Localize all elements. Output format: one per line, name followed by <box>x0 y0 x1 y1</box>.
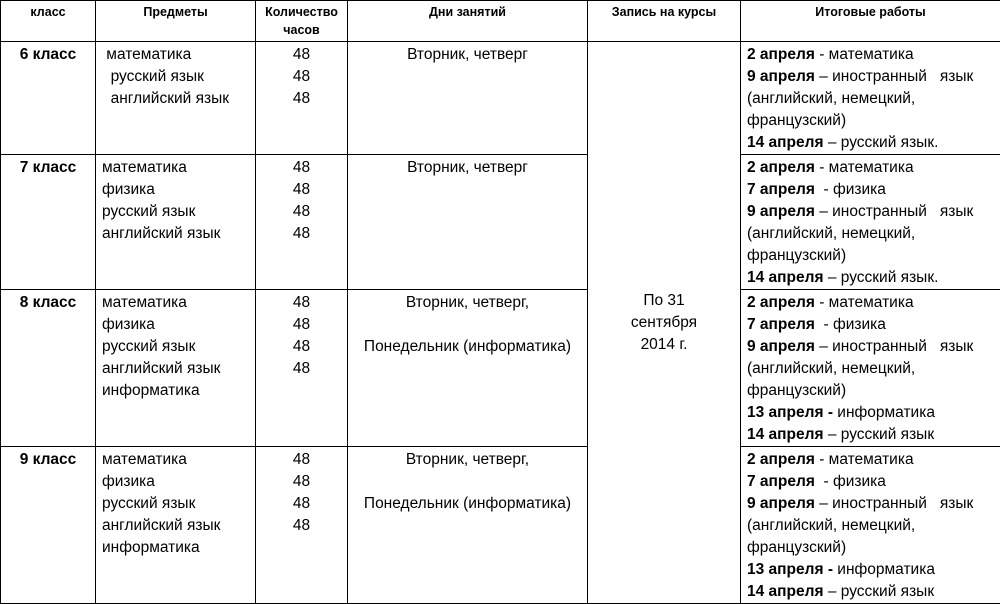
exam-text: - математика <box>815 46 914 63</box>
exam-date: 2 апреля <box>747 294 815 311</box>
exam-line <box>747 314 1000 336</box>
exam-date: 7 апреля <box>747 316 815 333</box>
exam-text: французский) <box>747 382 846 399</box>
exam-text: французский) <box>747 247 846 264</box>
exam-text: (английский, немецкий, <box>747 360 915 377</box>
exam-date: 9 апреля <box>747 338 815 355</box>
hours-value: 48 <box>256 336 347 358</box>
exam-line <box>747 424 1000 446</box>
days-line: Вторник, четверг, <box>348 292 587 314</box>
days-cell <box>348 155 588 290</box>
hours-cell <box>256 447 348 604</box>
exam-date: 2 апреля <box>747 46 815 63</box>
exam-line <box>747 223 1000 245</box>
exam-text: французский) <box>747 539 846 556</box>
exam-date: 2 апреля <box>747 451 815 468</box>
hours-value: 48 <box>256 471 347 493</box>
subject-item: математика <box>102 449 255 471</box>
subjects-cell <box>96 42 256 155</box>
exam-line <box>747 537 1000 559</box>
exam-line <box>747 559 1000 581</box>
exam-date: 9 апреля <box>747 203 815 220</box>
exam-text: – русский язык <box>824 583 935 600</box>
hours-cell <box>256 290 348 447</box>
subject-item: английский язык <box>102 515 255 537</box>
exam-line <box>747 267 1000 289</box>
hours-value: 48 <box>256 292 347 314</box>
exam-text: (английский, немецкий, <box>747 90 915 107</box>
days-cell <box>348 42 588 155</box>
subject-item: математика <box>102 44 255 66</box>
subject-item: русский язык <box>102 201 255 223</box>
exam-line <box>747 110 1000 132</box>
subject-item: русский язык <box>102 336 255 358</box>
enroll-cell <box>588 42 741 604</box>
exam-date: 14 апреля <box>747 269 824 286</box>
exam-line <box>747 402 1000 424</box>
header-subjects: Предметы <box>96 1 256 42</box>
exam-date: 7 апреля <box>747 181 815 198</box>
exam-date: 14 апреля <box>747 426 824 443</box>
enroll-text: По 31 сентября 2014 г. <box>588 290 740 356</box>
hours-value: 48 <box>256 179 347 201</box>
header-class: класс <box>1 1 96 42</box>
exam-text: французский) <box>747 112 846 129</box>
header-days: Дни занятий <box>348 1 588 42</box>
exam-text: - математика <box>815 294 914 311</box>
subject-item: математика <box>102 157 255 179</box>
hours-value: 48 <box>256 493 347 515</box>
table-row <box>1 447 1000 604</box>
exam-text: – иностранный язык <box>815 495 973 512</box>
table-row <box>1 290 1000 447</box>
exam-text: (английский, немецкий, <box>747 225 915 242</box>
hours-value: 48 <box>256 515 347 537</box>
exam-date: 13 апреля - <box>747 561 833 578</box>
exam-line <box>747 471 1000 493</box>
class-cell: 6 класс <box>1 42 96 155</box>
exam-text: информатика <box>833 561 935 578</box>
header-enroll: Запись на курсы <box>588 1 741 42</box>
class-cell: 8 класс <box>1 290 96 447</box>
table-row <box>1 42 1000 155</box>
days-spacer <box>348 314 587 336</box>
exam-text: - физика <box>815 316 886 333</box>
exam-text: – иностранный язык <box>815 338 973 355</box>
table-row <box>1 155 1000 290</box>
exam-text: – русский язык <box>824 426 935 443</box>
exam-line <box>747 292 1000 314</box>
hours-cell <box>256 155 348 290</box>
exam-text: - математика <box>815 451 914 468</box>
header-exams: Итоговые работы <box>741 1 1000 42</box>
class-cell: 9 класс <box>1 447 96 604</box>
exam-text: – русский язык. <box>824 269 939 286</box>
exam-line <box>747 201 1000 223</box>
exam-line <box>747 179 1000 201</box>
exam-line <box>747 66 1000 88</box>
days-cell <box>348 447 588 604</box>
hours-value: 48 <box>256 358 347 380</box>
subject-item: информатика <box>102 380 255 402</box>
exam-date: 2 апреля <box>747 159 815 176</box>
exam-line <box>747 44 1000 66</box>
exam-line <box>747 358 1000 380</box>
exam-line <box>747 132 1000 154</box>
hours-value: 48 <box>256 449 347 471</box>
subject-item: русский язык <box>102 66 255 88</box>
exams-cell <box>741 447 1000 604</box>
exam-line <box>747 88 1000 110</box>
subject-item: английский язык <box>102 358 255 380</box>
exam-line <box>747 515 1000 537</box>
hours-value: 48 <box>256 201 347 223</box>
exam-text: - физика <box>815 181 886 198</box>
exam-line <box>747 380 1000 402</box>
days-line: Вторник, четверг <box>348 157 587 179</box>
class-cell: 7 класс <box>1 155 96 290</box>
subject-item: физика <box>102 179 255 201</box>
days-line: Вторник, четверг <box>348 44 587 66</box>
exam-text: информатика <box>833 404 935 421</box>
exam-text: - физика <box>815 473 886 490</box>
subjects-cell <box>96 447 256 604</box>
exam-line <box>747 157 1000 179</box>
days-line: Понедельник (информатика) <box>348 493 587 515</box>
exam-text: – иностранный язык <box>815 203 973 220</box>
exam-date: 9 апреля <box>747 495 815 512</box>
hours-value: 48 <box>256 223 347 245</box>
hours-cell <box>256 42 348 155</box>
subject-item: физика <box>102 314 255 336</box>
subject-item: английский язык <box>102 88 255 110</box>
exam-text: - математика <box>815 159 914 176</box>
header-hours: Количество часов <box>256 1 348 42</box>
exam-line <box>747 581 1000 603</box>
hours-value: 48 <box>256 88 347 110</box>
exam-line <box>747 493 1000 515</box>
subject-item: английский язык <box>102 223 255 245</box>
days-line: Вторник, четверг, <box>348 449 587 471</box>
subject-item: математика <box>102 292 255 314</box>
exam-date: 14 апреля <box>747 134 824 151</box>
hours-value: 48 <box>256 66 347 88</box>
exam-date: 9 апреля <box>747 68 815 85</box>
subjects-cell <box>96 290 256 447</box>
exams-cell <box>741 155 1000 290</box>
exam-line <box>747 336 1000 358</box>
subjects-cell <box>96 155 256 290</box>
exam-date: 13 апреля - <box>747 404 833 421</box>
exam-line <box>747 449 1000 471</box>
subject-item: физика <box>102 471 255 493</box>
header-row <box>1 1 1000 42</box>
hours-value: 48 <box>256 157 347 179</box>
days-spacer <box>348 471 587 493</box>
exam-date: 14 апреля <box>747 583 824 600</box>
exam-text: – иностранный язык <box>815 68 973 85</box>
hours-value: 48 <box>256 44 347 66</box>
exam-text: (английский, немецкий, <box>747 517 915 534</box>
subject-item: информатика <box>102 537 255 559</box>
days-cell <box>348 290 588 447</box>
exam-line <box>747 245 1000 267</box>
exam-text: – русский язык. <box>824 134 939 151</box>
hours-value: 48 <box>256 314 347 336</box>
exam-date: 7 апреля <box>747 473 815 490</box>
exams-cell <box>741 42 1000 155</box>
subject-item: русский язык <box>102 493 255 515</box>
days-line: Понедельник (информатика) <box>348 336 587 358</box>
exams-cell <box>741 290 1000 447</box>
